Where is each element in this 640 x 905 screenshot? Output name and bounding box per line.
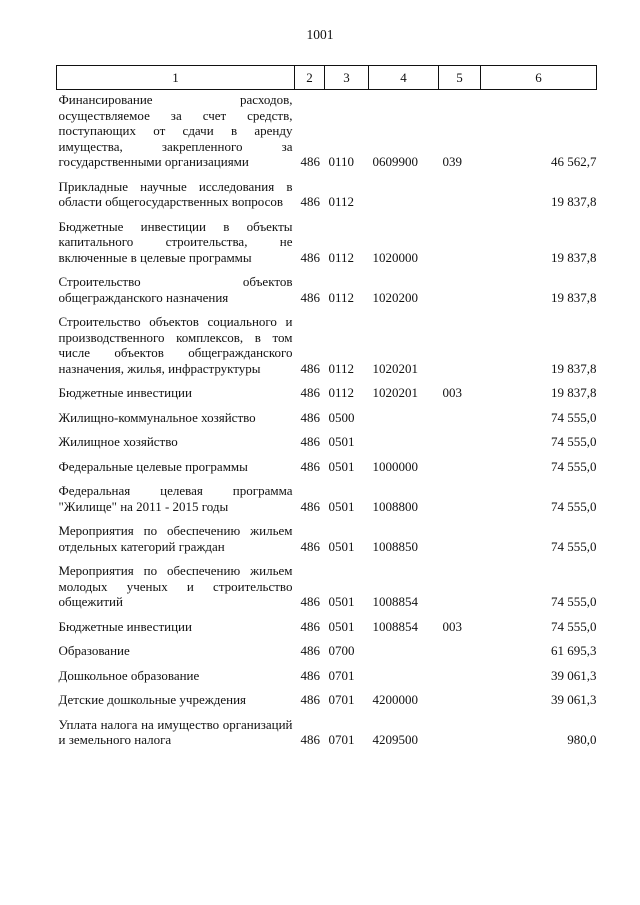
row-expense-type <box>439 404 481 429</box>
row-section-code: 0501 <box>328 538 355 554</box>
table-row <box>57 308 597 379</box>
row-col-2: 486 <box>300 289 320 305</box>
row-expense-type <box>439 173 481 213</box>
row-col-2: 486 <box>300 594 320 609</box>
row-expense-type <box>439 686 481 711</box>
row-name: Уплата налога на имущество организаций и земельного налога <box>58 716 293 747</box>
row-target-code <box>369 173 439 213</box>
row-name: Жилищное хозяйство <box>58 434 178 449</box>
row-section-code: 0701 <box>328 692 355 707</box>
row-section-code: 0112 <box>328 360 355 376</box>
row-name: Федеральная целевая программа "Жилище" на 2011 - 2015 годы <box>58 483 293 514</box>
row-col-2: 486 <box>300 385 320 400</box>
row-name: Мероприятия по обеспечению жильем отдельных категорий граждан <box>58 523 293 554</box>
row-col-2: 486 <box>300 360 320 376</box>
row-name: Бюджетные инвестиции в объекты капитального строительства, не включенные в целевые программы <box>58 218 293 265</box>
row-col-2: 486 <box>300 692 320 707</box>
header-col-5: 5 <box>439 66 481 90</box>
table-row <box>57 379 597 404</box>
row-expense-type <box>439 213 481 269</box>
row-name: Строительство объектов социального и производственного комплексов, в том числе объектов общегражданского назначения, жилья, инфраструктуры <box>58 314 293 376</box>
row-name: Бюджетные инвестиции <box>58 618 192 634</box>
row-amount: 19 837,8 <box>551 249 597 265</box>
row-name: Детские дошкольные учреждения <box>58 692 247 707</box>
row-col-2: 486 <box>300 154 320 169</box>
table-row <box>57 711 597 751</box>
row-amount: 39 061,3 <box>551 667 597 683</box>
row-expense-type: 003 <box>442 618 462 634</box>
row-section-code: 0701 <box>328 667 355 683</box>
row-expense-type <box>439 637 481 662</box>
row-name: Дошкольное образование <box>58 667 200 683</box>
row-target-code: 1000000 <box>372 458 418 474</box>
table-row <box>57 428 597 453</box>
row-expense-type <box>439 268 481 308</box>
table-body <box>57 90 597 751</box>
row-amount: 74 555,0 <box>551 618 597 634</box>
row-target-code: 1008850 <box>372 538 418 554</box>
table-row <box>57 268 597 308</box>
table-header <box>57 66 597 90</box>
row-section-code: 0701 <box>328 732 355 747</box>
header-row <box>57 66 597 90</box>
header-col-6: 6 <box>481 66 597 90</box>
row-col-2: 486 <box>300 667 320 683</box>
table-row <box>57 173 597 213</box>
row-amount: 19 837,8 <box>551 194 597 209</box>
row-col-2: 486 <box>300 409 320 425</box>
row-amount: 39 061,3 <box>551 692 597 707</box>
row-amount: 46 562,7 <box>551 154 597 169</box>
row-col-2: 486 <box>300 618 320 634</box>
row-amount: 61 695,3 <box>551 643 597 658</box>
table-row <box>57 637 597 662</box>
row-expense-type <box>439 517 481 557</box>
row-expense-type: 039 <box>442 154 462 169</box>
row-section-code: 0110 <box>328 154 355 169</box>
row-amount: 74 555,0 <box>551 594 597 609</box>
row-expense-type <box>439 662 481 687</box>
row-amount: 74 555,0 <box>551 409 597 425</box>
table-row <box>57 213 597 269</box>
row-col-2: 486 <box>300 434 320 449</box>
table-row <box>57 662 597 687</box>
table-row <box>57 613 597 638</box>
row-name: Строительство объектов общегражданского назначения <box>58 274 293 305</box>
row-section-code: 0700 <box>328 643 355 658</box>
budget-table <box>56 65 597 751</box>
row-target-code: 4209500 <box>372 732 418 747</box>
table-row <box>57 90 597 173</box>
row-amount: 19 837,8 <box>551 360 597 376</box>
row-section-code: 0501 <box>328 458 355 474</box>
row-expense-type <box>439 557 481 613</box>
row-section-code: 0501 <box>328 618 355 634</box>
row-col-2: 486 <box>300 732 320 747</box>
row-amount: 19 837,8 <box>551 289 597 305</box>
row-target-code: 0609900 <box>372 154 418 169</box>
row-section-code: 0501 <box>328 498 355 514</box>
row-expense-type <box>439 477 481 517</box>
row-name: Финансирование расходов, осуществляемое за счет средств, поступающих от сдачи в аренду имущества, закрепленного за государственными организациями <box>58 92 293 169</box>
row-amount: 74 555,0 <box>551 458 597 474</box>
row-amount: 19 837,8 <box>551 385 597 400</box>
row-target-code <box>369 637 439 662</box>
row-col-2: 486 <box>300 643 320 658</box>
row-col-2: 486 <box>300 498 320 514</box>
header-col-1: 1 <box>57 66 295 90</box>
row-col-2: 486 <box>300 458 320 474</box>
row-section-code: 0500 <box>328 409 355 425</box>
row-section-code: 0112 <box>328 194 355 209</box>
row-name: Федеральные целевые программы <box>58 458 248 474</box>
row-expense-type <box>439 453 481 478</box>
row-section-code: 0112 <box>328 289 355 305</box>
row-name: Бюджетные инвестиции <box>58 385 192 400</box>
row-section-code: 0501 <box>328 594 355 609</box>
row-col-2: 486 <box>300 249 320 265</box>
table-row <box>57 453 597 478</box>
row-target-code <box>369 404 439 429</box>
row-target-code: 1008800 <box>372 498 418 514</box>
row-col-2: 486 <box>300 194 320 209</box>
row-amount: 980,0 <box>567 732 597 747</box>
table-row <box>57 686 597 711</box>
row-target-code <box>369 662 439 687</box>
row-amount: 74 555,0 <box>551 498 597 514</box>
row-expense-type <box>439 428 481 453</box>
row-name: Прикладные научные исследования в области общегосударственных вопросов <box>58 178 293 209</box>
row-target-code: 1020201 <box>372 360 418 376</box>
row-target-code: 1008854 <box>372 594 418 609</box>
row-section-code: 0501 <box>328 434 355 449</box>
row-name: Жилищно-коммунальное хозяйство <box>58 409 256 425</box>
row-target-code: 4200000 <box>372 692 418 707</box>
row-section-code: 0112 <box>328 249 355 265</box>
row-target-code <box>369 428 439 453</box>
row-target-code: 1008854 <box>372 618 418 634</box>
header-col-2: 2 <box>295 66 325 90</box>
row-amount: 74 555,0 <box>551 434 597 449</box>
header-col-4: 4 <box>369 66 439 90</box>
table-row <box>57 517 597 557</box>
row-amount: 74 555,0 <box>551 538 597 554</box>
row-target-code: 1020000 <box>372 249 418 265</box>
header-col-3: 3 <box>325 66 369 90</box>
table-row <box>57 557 597 613</box>
table-row <box>57 477 597 517</box>
row-expense-type: 003 <box>442 385 462 400</box>
row-target-code: 1020201 <box>372 385 418 400</box>
row-expense-type <box>439 308 481 379</box>
row-col-2: 486 <box>300 538 320 554</box>
row-expense-type <box>439 711 481 751</box>
row-section-code: 0112 <box>328 385 355 400</box>
table-row <box>57 404 597 429</box>
row-name: Мероприятия по обеспечению жильем молодых ученых и строительство общежитий <box>58 563 293 609</box>
row-target-code: 1020200 <box>372 289 418 305</box>
page-number: 1001 <box>306 27 334 42</box>
row-name: Образование <box>58 643 130 658</box>
